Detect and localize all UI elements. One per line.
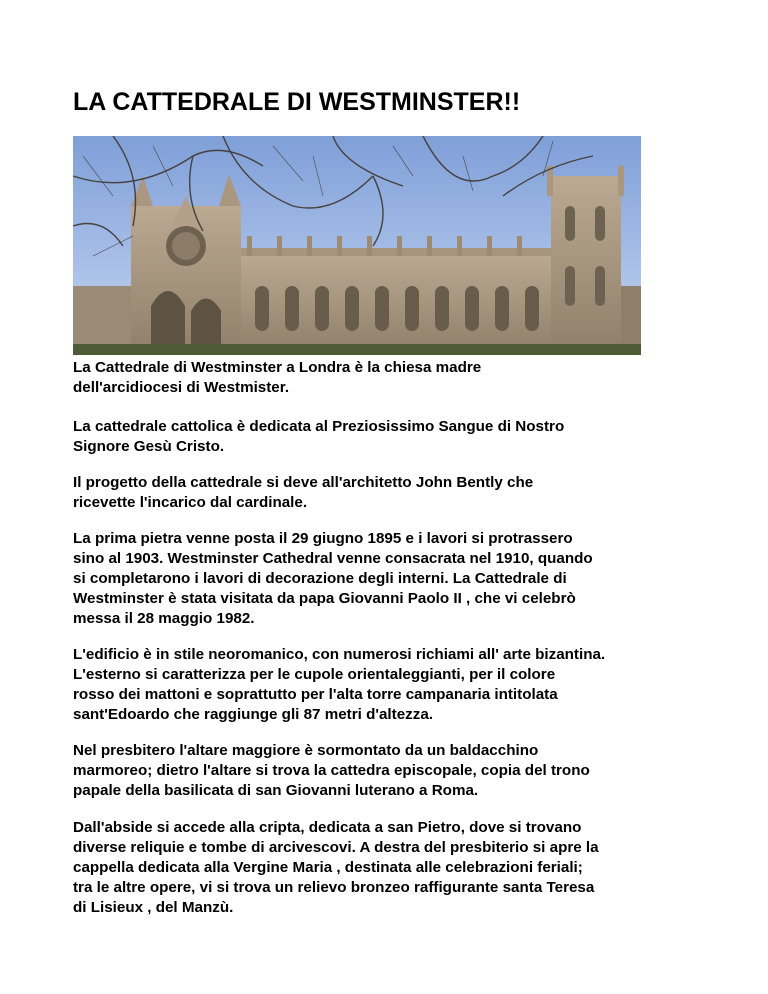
text-line: Signore Gesù Cristo. bbox=[73, 438, 225, 455]
text-line: si completarono i lavori di decorazione degli interni. La Cattedrale di bbox=[73, 570, 567, 587]
text-line: La cattedrale cattolica è dedicata al Preziosissimo Sangue di Nostro bbox=[73, 418, 565, 435]
text-line: sant'Edoardo che raggiunge gli 87 metri d'altezza. bbox=[73, 706, 433, 723]
text-line: ricevette l'incarico dal cardinale. bbox=[73, 494, 308, 511]
paragraph-presbytery bbox=[73, 741, 713, 801]
paragraph-style bbox=[73, 645, 713, 725]
paragraph-crypt bbox=[73, 818, 713, 918]
paragraph-intro bbox=[73, 358, 713, 398]
text-line: rosso dei mattoni e soprattutto per l'alta torre campanaria intitolata bbox=[73, 686, 558, 703]
page-title: LA CATTEDRALE DI WESTMINSTER!! bbox=[73, 88, 521, 116]
text-line: Dall'abside si accede alla cripta, dedicata a san Pietro, dove si trovano bbox=[73, 819, 582, 836]
text-line: Il progetto della cattedrale si deve all'architetto John Bently che bbox=[73, 474, 534, 491]
text-line: L'esterno si caratterizza per le cupole orientaleggianti, per il colore bbox=[73, 666, 556, 683]
text-line: marmoreo; dietro l'altare si trova la cattedra episcopale, copia del trono bbox=[73, 762, 590, 779]
text-line: Nel presbitero l'altare maggiore è sormontato da un baldacchino bbox=[73, 742, 539, 759]
text-line: Westminster è stata visitata da papa Giovanni Paolo II , che vi celebrò bbox=[73, 590, 576, 607]
cathedral-photo bbox=[73, 136, 641, 355]
text-line: cappella dedicata alla Vergine Maria , destinata alle celebrazioni feriali; bbox=[73, 859, 583, 876]
text-line: La Cattedrale di Westminster a Londra è la chiesa madre bbox=[73, 359, 482, 376]
text-line: messa il 28 maggio 1982. bbox=[73, 610, 255, 627]
text-line: dell'arcidiocesi di Westmister. bbox=[73, 379, 290, 396]
text-line: papale della basilicata di san Giovanni luterano a Roma. bbox=[73, 782, 479, 799]
paragraph-dedication bbox=[73, 417, 713, 457]
text-line: La prima pietra venne posta il 29 giugno 1895 e i lavori si protrassero bbox=[73, 530, 573, 547]
paragraph-architect bbox=[73, 473, 713, 513]
text-line: L'edificio è in stile neoromanico, con numerosi richiami all' arte bizantina. bbox=[73, 646, 606, 663]
text-line: tra le altre opere, vi si trova un relievo bronzeo raffigurante santa Teresa bbox=[73, 879, 595, 896]
paragraph-history bbox=[73, 529, 713, 629]
text-line: diverse reliquie e tombe di arcivescovi. A destra del presbiterio si apre la bbox=[73, 839, 599, 856]
text-line: di Lisieux , del Manzù. bbox=[73, 899, 234, 916]
text-line: sino al 1903. Westminster Cathedral venne consacrata nel 1910, quando bbox=[73, 550, 593, 567]
